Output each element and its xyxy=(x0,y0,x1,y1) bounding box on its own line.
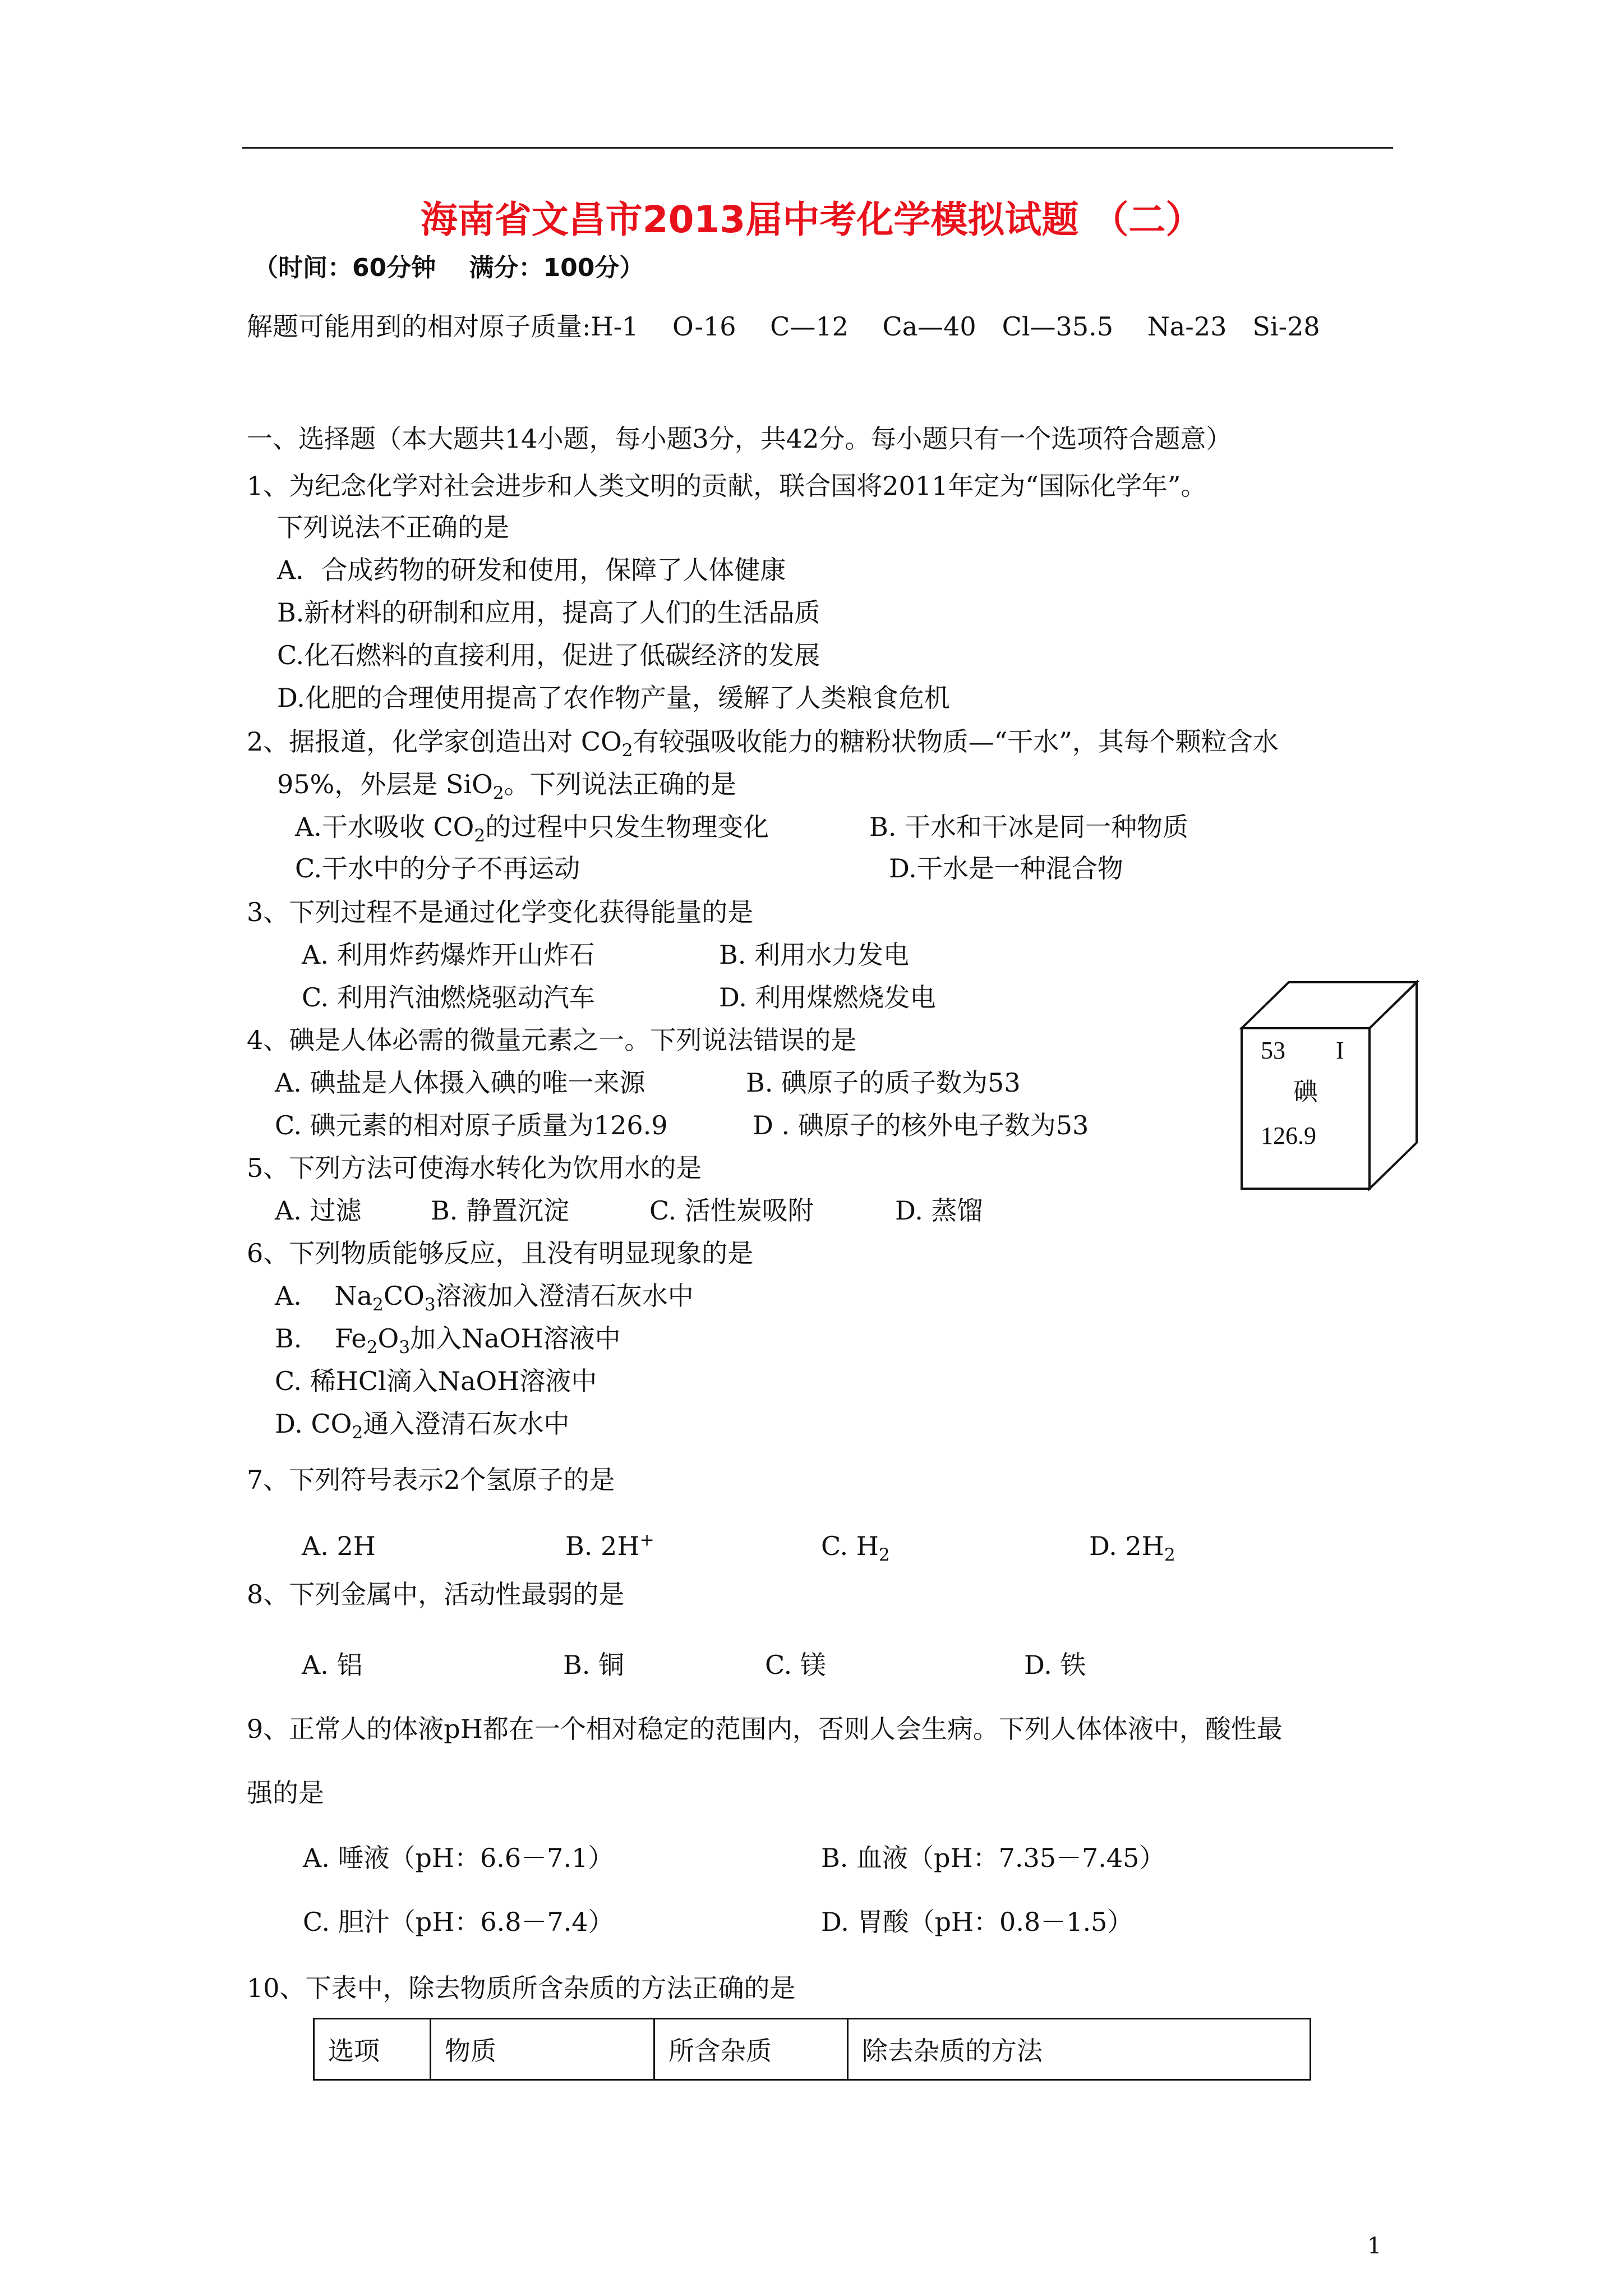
q4-option-a: A. 碘盐是人体摄入碘的唯一来源 xyxy=(275,1068,645,1098)
q2-stem-line1: 2、据报道，化学家创造出对 $CO_2$有较强吸收能力的糖粉状物质—“干水”，其每个颗粒含水 xyxy=(247,726,1279,761)
q8-stem: 8、下列金属中，活动性最弱的是 xyxy=(247,1579,625,1609)
q4-option-d: D . 碘原子的核外电子数为53 xyxy=(753,1110,1089,1140)
q4-option-b: B. 碘原子的质子数为53 xyxy=(746,1068,1021,1098)
atomic-masses: 解题可能用到的相对原子质量:H-1 O-16 C—12 Ca—40 Cl—35.5 Na-23 Si-28 xyxy=(247,311,1320,342)
q8-option-d: D. 铁 xyxy=(1024,1650,1086,1680)
q6-option-b: B. $Fe_2O_3$加入NaOH溶液中 xyxy=(275,1323,621,1358)
element-card-iodine xyxy=(1239,979,1424,1192)
cube-outline xyxy=(1239,979,1424,1192)
q3-option-d: D. 利用煤燃烧发电 xyxy=(719,982,936,1013)
q8-option-c: C. 镁 xyxy=(765,1650,826,1680)
q7-option-b: B. 2H+ xyxy=(565,1530,654,1561)
q9-stem-line2: 强的是 xyxy=(247,1778,324,1808)
q2-option-b: B. 干水和干冰是同一种物质 xyxy=(869,812,1189,842)
q5-option-c: C. 活性炭吸附 xyxy=(649,1195,814,1226)
q2-stem-line2: 95%，外层是 SiO$_2$。下列说法正确的是 xyxy=(277,769,736,804)
exam-info: （时间：60分钟 满分：100分） xyxy=(253,254,644,282)
exam-title: 海南省文昌市2013届中考化学模拟试题 （二） xyxy=(420,198,1203,241)
q7-option-c: C. $H_2$ xyxy=(821,1531,890,1566)
q4-option-c: C. 碘元素的相对原子质量为126.9 xyxy=(275,1110,668,1140)
q2-option-d: D.干水是一种混合物 xyxy=(889,853,1123,884)
q8-option-a: A. 铝 xyxy=(302,1650,363,1680)
section-heading: 一、选择题（本大题共14小题，每小题3分，共42分。每小题只有一个选项符合题意） xyxy=(247,424,1232,454)
q6-option-a: A. $Na_2CO_3$溶液加入澄清石灰水中 xyxy=(275,1281,694,1315)
q1-option-c: C.化石燃料的直接利用，促进了低碳经济的发展 xyxy=(277,640,820,670)
q3-option-b: B. 利用水力发电 xyxy=(719,940,910,970)
header-rule xyxy=(242,147,1393,149)
q4-stem: 4、碘是人体必需的微量元素之一。下列说法错误的是 xyxy=(247,1025,857,1055)
q1-option-d: D.化肥的合理使用提高了农作物产量，缓解了人类粮食危机 xyxy=(277,683,950,713)
element-atomic-mass: 126.9 xyxy=(1261,1122,1316,1149)
q5-option-d: D. 蒸馏 xyxy=(895,1195,983,1226)
q6-option-d: D. $CO_2$通入澄清石灰水中 xyxy=(275,1409,570,1443)
q8-option-b: B. 铜 xyxy=(563,1650,625,1680)
page-number: 1 xyxy=(1367,2233,1382,2259)
q10-stem: 10、下表中，除去物质所含杂质的方法正确的是 xyxy=(247,1973,796,2003)
q7-option-d: D. $2H_2$ xyxy=(1089,1531,1175,1566)
table-header-method: 除去杂质的方法 xyxy=(848,2019,1311,2080)
q9-option-a: A. 唾液（pH：6.6－7.1） xyxy=(303,1843,614,1873)
q3-option-a: A. 利用炸药爆炸开山炸石 xyxy=(302,940,595,970)
q6-option-c: C. 稀HCl滴入NaOH溶液中 xyxy=(275,1366,597,1396)
q3-option-c: C. 利用汽油燃烧驱动汽车 xyxy=(302,982,595,1013)
q9-option-c: C. 胆汁（pH：6.8－7.4） xyxy=(303,1907,614,1937)
q2-option-c: C.干水中的分子不再运动 xyxy=(295,853,580,884)
q7-stem: 7、下列符号表示2个氢原子的是 xyxy=(247,1465,615,1495)
q1-option-a: A．合成药物的研发和使用，保障了人体健康 xyxy=(277,555,786,585)
element-atomic-number: 53 xyxy=(1261,1037,1285,1064)
q5-stem: 5、下列方法可使海水转化为饮用水的是 xyxy=(247,1153,702,1183)
q5-option-b: B. 静置沉淀 xyxy=(431,1195,570,1226)
q9-option-d: D. 胃酸（pH：0.8－1.5） xyxy=(821,1907,1133,1937)
table-header-option: 选项 xyxy=(314,2019,431,2080)
q7-option-a: A. 2H xyxy=(302,1531,376,1561)
q1-stem-line2: 下列说法不正确的是 xyxy=(277,512,509,542)
q2-option-a: A.干水吸收 $CO_2$的过程中只发生物理变化 xyxy=(295,812,769,846)
q6-stem: 6、下列物质能够反应，且没有明显现象的是 xyxy=(247,1238,754,1268)
q5-option-a: A. 过滤 xyxy=(275,1195,362,1226)
element-symbol: I xyxy=(1336,1037,1344,1064)
element-name: 碘 xyxy=(1293,1078,1318,1106)
q10-table xyxy=(313,2018,1311,2081)
q3-stem: 3、下列过程不是通过化学变化获得能量的是 xyxy=(247,897,754,927)
q1-stem-line1: 1、为纪念化学对社会进步和人类文明的贡献，联合国将2011年定为“国际化学年”。 xyxy=(247,471,1207,501)
table-header-impurity: 所含杂质 xyxy=(654,2019,848,2080)
q1-option-b: B.新材料的研制和应用，提高了人们的生活品质 xyxy=(277,597,820,628)
q9-option-b: B. 血液（pH：7.35－7.45） xyxy=(821,1843,1165,1873)
q9-stem-line1: 9、正常人的体液pH都在一个相对稳定的范围内，否则人会生病。下列人体体液中，酸性最 xyxy=(247,1714,1283,1744)
table-header-substance: 物质 xyxy=(431,2019,654,2080)
table-header-row xyxy=(314,2019,1311,2080)
